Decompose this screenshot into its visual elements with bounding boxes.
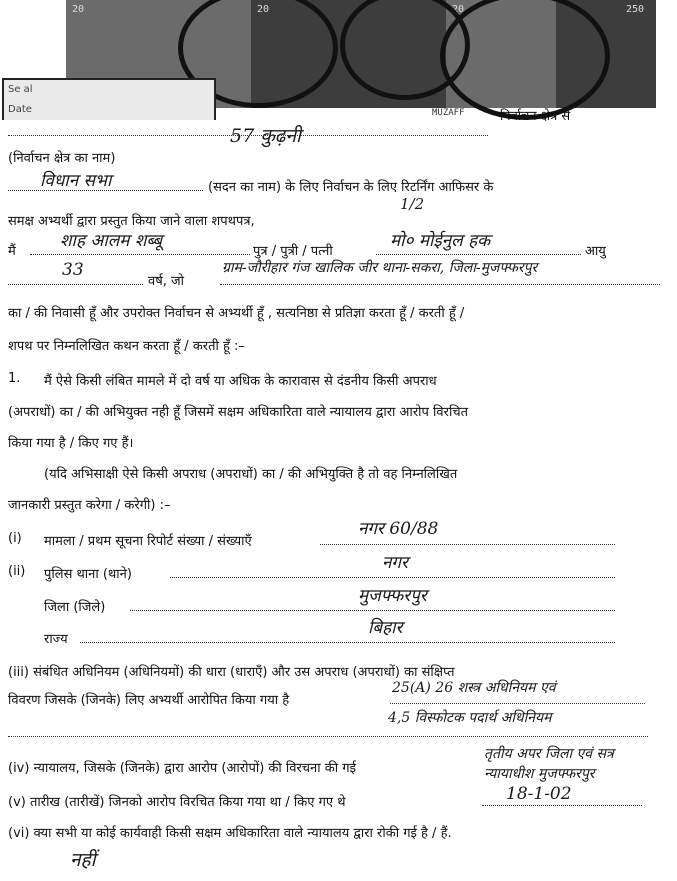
item-ii-number: (ii) [8,564,26,579]
handwritten-court-1: तृतीय अपर जिला एवं सत्र [484,746,614,762]
date-label: Date [8,104,32,115]
house-name-text: (सदन का नाम) के लिए निर्वाचन के लिए रिटर्निंग आफिसर के [208,180,494,195]
age-label: आयु [585,244,606,259]
constituency-header: निर्वाचन क्षेत्र से [500,109,571,124]
stamp-denomination: 20 [257,4,270,15]
dotted-line [8,736,648,737]
handwritten-fraction: 1/2 [400,195,425,213]
dotted-line [170,577,615,578]
item-iv-text: (iv) न्यायालय, जिसके (जिनके) द्वारा आरोप (आरोपों) की विरचना की गई [8,761,356,776]
handwritten-address: ग्राम-जौरीहार गंज खालिक जीर थाना-सकरा, जिला-मुजफ्फरपुर [222,260,538,276]
dotted-line [376,254,581,255]
dotted-line [8,284,143,285]
dotted-line [320,544,615,545]
stamp-caption: MUZAFF [432,108,465,118]
seal-label: Se al [8,84,33,95]
handwritten-sections-1: 25(A) 26 शस्त्र अधिनियम एवं [392,680,556,696]
dotted-line [130,610,615,611]
handwritten-date: 18-1-02 [506,784,572,804]
item-vi-text: (vi) क्या सभी या कोई कार्यवाही किसी सक्षम अधिकारिता वाले न्यायालय द्वारा रोकी गई है / हैं. [8,826,452,841]
item-ii-text: पुलिस थाना (थाने) [44,567,132,582]
handwritten-age: 33 [62,260,84,280]
handwritten-constituency: 57 कुढ़नी [230,125,301,147]
handwritten-answer: नहीं [70,849,96,871]
handwritten-sections-2: 4,5 विस्फोटक पदार्थ अधिनियम [388,710,552,726]
dotted-line [390,703,645,704]
handwritten-police-station: नगर [382,553,408,573]
item-i-text: मामला / प्रथम सूचना रिपोर्ट संख्या / संख्याएँ [44,534,252,549]
handwritten-name: शाह आलम शब्बू [60,231,163,251]
para-1-number: 1. [8,371,21,386]
para-1-line-b: (अपराधों) का / की अभियुक्त नही हूँ जिसमें सक्षम अधिकारिता वाले न्यायालय द्वारा आरोप विरचित [8,405,468,420]
stamp-denomination: 20 [452,4,465,15]
handwritten-fir: नगर 60/88 [358,519,439,539]
dotted-line [30,254,250,255]
dotted-line [482,805,642,806]
para-2-line-a: (यदि अभिसाक्षी ऐसे किसी अपराध (अपराधों) का / की अभियुक्ति है तो वह निम्नलिखित [44,467,458,482]
stamp-denomination: 20 [72,4,85,15]
item-iii-line-b: विवरण जिसके (जिनके) लिए अभ्यर्थी आरोपित किया गया है [8,693,290,708]
oath-statement: शपथ पर निम्नलिखित कथन करता हूँ / करती हूँ :– [8,339,245,354]
item-v-text: (v) तारीख (तारीखें) जिनको आरोप विरचित किया गया था / किए गए थे [8,795,346,810]
handwritten-father-name: मो० मोईनुल हक [390,231,491,251]
dotted-line [8,190,203,191]
dotted-line [8,135,488,136]
stamp-denomination: 250 [626,4,645,15]
relation-label: पुत्र / पुत्री / पत्नी [253,244,333,259]
handwritten-house: विधान सभा [40,171,112,191]
para-1-line-c: किया गया है / किए गए हैं। [8,436,134,451]
para-1-line-a: मैं ऐसे किसी लंबित मामले में दो वर्ष या अधिक के कारावास से दंडनीय किसी अपराध [44,374,437,389]
i-label: मैं [8,244,16,259]
dotted-line [80,642,615,643]
years-label: वर्ष, जो [148,274,185,289]
para-2-line-b: जानकारी प्रस्तुत करेगा / करेगी) :– [8,498,171,513]
state-label: राज्य [44,632,68,647]
item-i-number: (i) [8,531,22,546]
handwritten-court-2: न्यायाधीश मुजफ्फरपुर [484,766,595,782]
district-label: जिला (जिले) [44,600,106,615]
handwritten-state: बिहार [368,618,403,638]
affidavit-text: समक्ष अभ्यर्थी द्वारा प्रस्तुत किया जाने वाला शपथपत्र, [8,214,255,229]
seal-date-box [2,78,216,120]
stamp-paper-strip [0,0,677,120]
dotted-line [220,284,660,285]
item-iii-line-a: (iii) संबंधित अधिनियम (अधिनियमों) की धारा (धाराएँ) और उस अपराध (अपराधों) का संक्षिप्त [8,665,455,680]
handwritten-district: मुजफ्फरपुर [358,586,427,606]
residence-statement: का / की निवासी हूँ और उपरोक्त निर्वाचन से अभ्यर्थी हूँ , सत्यनिष्ठा से प्रतिज्ञा करता हूँ / करती हूँ / [8,306,465,321]
constituency-name-label: (निर्वाचन क्षेत्र का नाम) [8,151,116,166]
